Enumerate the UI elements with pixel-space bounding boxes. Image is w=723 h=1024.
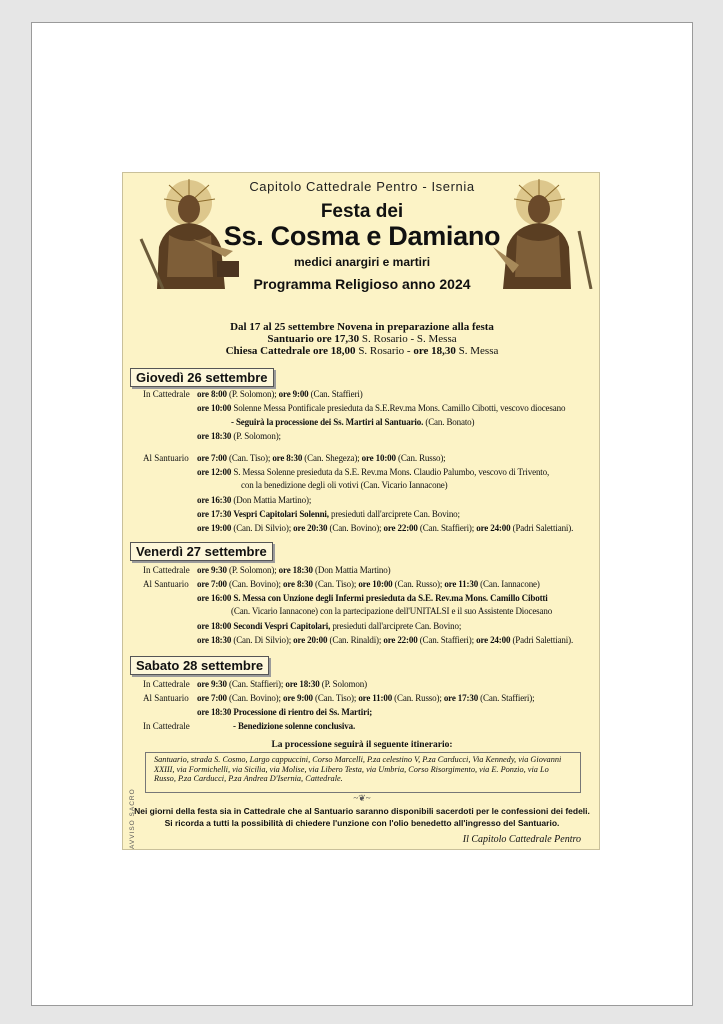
time: ore 17:30 <box>197 509 232 519</box>
time: ore 9:30 <box>197 679 227 689</box>
schedule-line <box>197 467 549 478</box>
celebrant: (Can. Tiso); <box>314 693 357 703</box>
location-label: Al Santuario <box>143 579 189 589</box>
schedule-line <box>197 593 548 604</box>
time: ore 18:00 <box>197 621 232 631</box>
time: ore 7:00 <box>197 579 227 589</box>
novena-place: Santuario <box>267 333 314 345</box>
program-title: Programma Religioso anno 2024 <box>253 276 471 292</box>
schedule-line <box>197 495 311 506</box>
chapter-title: Capitolo Cattedrale Pentro - Isernia <box>249 179 475 194</box>
event: con la benedizione degli oli votivi <box>241 480 359 490</box>
time: ore 16:30 <box>197 495 232 505</box>
event: Secondi Vespri Capitolari, <box>233 621 331 631</box>
celebrant: (Can. Russo); <box>397 453 446 463</box>
side-label: AVVISO SACRO <box>129 788 136 849</box>
route-title: La processione seguirà il seguente itinerario: <box>271 740 453 750</box>
time: ore 9:30 <box>197 565 227 575</box>
novena-santuario <box>123 333 601 345</box>
novena-place: Chiesa Cattedrale <box>225 345 311 357</box>
time: ore 8:30 <box>272 453 303 463</box>
location-label: Al Santuario <box>143 693 189 703</box>
location-label: In Cattedrale <box>143 679 190 689</box>
time: ore 8:30 <box>283 579 313 589</box>
celebrant: (P. Solomon); <box>233 431 281 441</box>
route-box: Santuario, strada S. Cosmo, Largo cappuccini, Corso Marcelli, P.za celestino V, P.za Carducci, Via Kennedy, via Giovanni XXIII, via Formichelli, via Sicilia, via Molise, via Libero Testa, via Umbria, Corso Risorgimento, via E. Ponzio, via Lo Russo, P.za Carducci, P.za Andrea D'Isernia, Cattedrale. <box>145 752 581 793</box>
celebrant: (Can. Di Silvio); <box>233 523 292 533</box>
schedule-line <box>197 679 367 690</box>
celebrant: (Padri Salettiani). <box>512 635 574 645</box>
novena-line: Dal 17 al 25 settembre Novena in preparazione alla festa <box>230 321 494 333</box>
time: ore 18:30 <box>197 707 232 717</box>
day-heading-26: Giovedì 26 settembre <box>130 368 274 387</box>
anointing-note: Si ricorda a tutti la possibilità di chiedere l'unzione con l'olio benedetto all'ingresso del Santuario. <box>164 818 560 828</box>
celebrant: (Can. Russo); <box>394 579 443 589</box>
celebrant: (P. Solomon); <box>228 565 277 575</box>
event: S. Messa con Unzione degli Infermi presieduta da S.E. Rev.ma Mons. Camillo Cibotti <box>233 593 548 603</box>
schedule-line <box>197 403 565 414</box>
schedule-line <box>197 707 372 718</box>
celebrant: presieduti dall'arciprete Can. Bovino; <box>330 509 460 519</box>
time: ore 18:30 <box>197 431 232 441</box>
novena-detail: S. Messa <box>458 345 499 357</box>
schedule-line <box>231 417 474 428</box>
time: ore 11:30 <box>444 579 479 589</box>
celebrant: (Padri Salettiani). <box>512 523 574 533</box>
novena-cattedrale <box>123 345 601 357</box>
celebrant: (Can. Staffieri); <box>228 679 284 689</box>
time: ore 9:00 <box>278 389 309 399</box>
celebrant: (Can. Rinaldi); <box>329 635 382 645</box>
time: ore 22:00 <box>383 635 418 645</box>
day-heading-28: Sabato 28 settembre <box>130 656 269 675</box>
time: ore 7:00 <box>197 693 227 703</box>
schedule-line <box>197 509 460 520</box>
event: Processione di rientro dei Ss. Martiri; <box>233 707 373 717</box>
celebrant: (Can. Staffieri); <box>480 693 535 703</box>
saints-subtitle: medici anargiri e martiri <box>293 255 431 269</box>
time: ore 20:30 <box>293 523 328 533</box>
event: Solenne Messa Pontificale presieduta da S.E.Rev.ma Mons. Camillo Cibotti, vescovo diocesano <box>233 403 566 413</box>
celebrant: (Can. Iannacone) <box>480 579 540 589</box>
celebrant: (Don Mattia Martino); <box>233 495 312 505</box>
celebrant: (Can. Staffieri); <box>419 523 475 533</box>
schedule-line <box>197 453 446 464</box>
time: ore 18:30 <box>197 635 232 645</box>
location-label: In Cattedrale <box>143 565 190 575</box>
day-heading-27: Venerdì 27 settembre <box>130 542 273 561</box>
time: ore 12:00 <box>197 467 232 477</box>
poster <box>122 172 600 850</box>
time: ore 20:00 <box>293 635 328 645</box>
event: (Can. Vicario Iannacone) con la partecipazione dell'UNITALSI e il suo Assistente Diocesano <box>231 606 553 616</box>
schedule-line <box>197 389 363 400</box>
schedule-line <box>197 579 540 590</box>
schedule-line <box>241 480 447 491</box>
time: ore 24:00 <box>476 523 511 533</box>
celebrant: (P. Solomon); <box>228 389 277 399</box>
time: ore 22:00 <box>383 523 418 533</box>
celebrant: (Can. Bovino); <box>228 579 281 589</box>
time: ore 8:00 <box>197 389 227 399</box>
time: ore 7:00 <box>197 453 227 463</box>
schedule-line <box>231 606 552 617</box>
location-label: In Cattedrale <box>143 721 190 731</box>
time: ore 24:00 <box>476 635 511 645</box>
celebrant: (Can. Shegeza); <box>304 453 360 463</box>
celebrant: (Can. Bonato) <box>425 417 475 427</box>
novena-detail: S. Rosario - <box>358 345 411 357</box>
celebrant: (Can. Bovino); <box>228 693 281 703</box>
time: ore 9:00 <box>283 693 313 703</box>
time: ore 17:30 <box>443 693 479 703</box>
celebrant: presieduti dall'arciprete Can. Bovino; <box>332 621 462 631</box>
novena-time: ore 17,30 <box>316 333 360 345</box>
time: ore 18:30 <box>285 679 320 689</box>
signature: Il Capitolo Cattedrale Pentro <box>462 834 581 845</box>
time: ore 16:00 <box>197 593 232 603</box>
celebrant: (Can. Russo); <box>394 693 442 703</box>
celebrant: (Can. Di Silvio); <box>233 635 292 645</box>
celebrant: (Can. Staffieri) <box>310 389 363 399</box>
schedule-line <box>233 721 355 732</box>
time: ore 10:00 <box>358 579 393 589</box>
novena-detail: S. Rosario - S. Messa <box>361 333 457 345</box>
schedule-line <box>197 621 461 632</box>
festa-title: Festa dei <box>320 201 404 222</box>
location-label: In Cattedrale <box>143 389 190 399</box>
time: ore 19:00 <box>197 523 232 533</box>
time: ore 10:00 <box>197 403 232 413</box>
ornament-divider: ~❦~ <box>353 793 371 803</box>
event: S. Messa Solenne presieduta da S.E. Rev.ma Mons. Claudio Palumbo, vescovo di Trivento, <box>233 467 550 477</box>
novena-time: ore 18,00 <box>312 345 356 357</box>
celebrant: (Can. Tiso); <box>228 453 271 463</box>
time: ore 18:30 <box>278 565 313 575</box>
celebrant: (Can. Staffieri); <box>419 635 474 645</box>
saints-title: Ss. Cosma e Damiano <box>223 221 501 251</box>
schedule-line <box>197 565 390 576</box>
celebrant: (Can. Tiso); <box>314 579 357 589</box>
schedule-line <box>197 431 281 442</box>
location-label: Al Santuario <box>143 453 189 463</box>
schedule-line <box>197 523 573 534</box>
event: - Benedizione solenne conclusiva. <box>233 721 356 731</box>
event: - Seguirà la processione dei Ss. Martiri al Santuario. <box>231 417 424 427</box>
novena-time: ore 18,30 <box>413 345 456 357</box>
time: ore 11:00 <box>358 693 393 703</box>
celebrant: (Can. Bovino); <box>329 523 382 533</box>
schedule-line <box>197 635 573 646</box>
celebrant: (Can. Vicario Iannacone) <box>360 480 448 490</box>
celebrant: (Don Mattia Martino) <box>315 565 391 575</box>
event: Vespri Capitolari Solenni, <box>233 509 329 519</box>
celebrant: (P. Solomon) <box>321 679 367 689</box>
schedule-line <box>197 693 534 704</box>
time: ore 10:00 <box>361 453 396 463</box>
confession-note: Nei giorni della festa sia in Cattedrale che al Santuario saranno disponibili sacerdoti per le confessioni dei fedeli. <box>134 806 590 816</box>
